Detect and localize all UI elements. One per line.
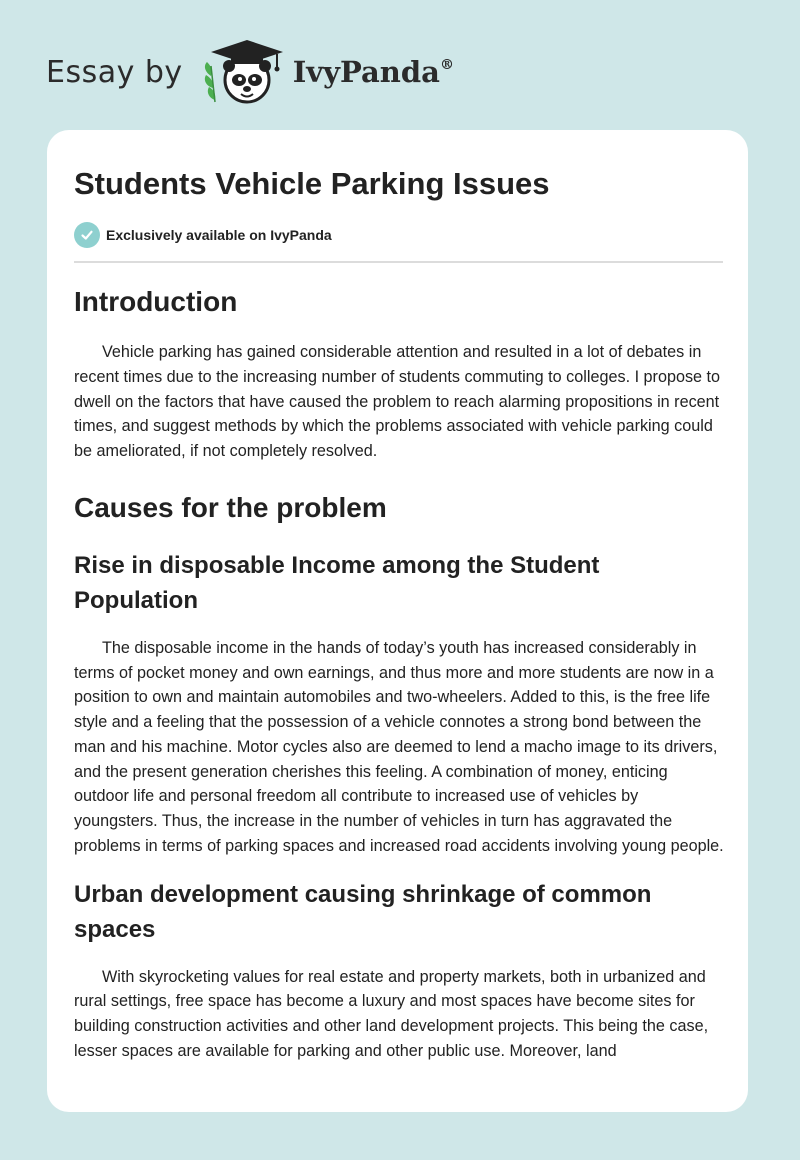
heading-disposable-income: Rise in disposable Income among the Student Population (74, 551, 600, 614)
checkmark-icon (74, 222, 100, 248)
article-body (74, 280, 724, 1064)
essay-card (47, 130, 748, 1112)
heading-urban-development: Urban development causing shrinkage of common spaces (74, 880, 652, 943)
heading-causes: Causes for the problem (74, 491, 387, 523)
title-divider (74, 261, 723, 263)
paragraph-disposable-income: The disposable income in the hands of today’s youth has increased considerably in terms of pocket money and own earnings, and thus more and more students are now in a position to own and maintain automobiles and two-wheelers. Added to this, is the free life style and a feeling that the possession of a vehicle connotes a strong bond between the man and his machine. Motor cycles also are deemed to lend a macho image to its drivers, and the present generation cherishes this feeling. A combination of money, enticing outdoor life and personal freedom all contribute to increased use of vehicles by youngsters. Thus, the increase in the number of vehicles in turn has aggravated the problems in terms of parking spaces and increased road accidents involving young people. (74, 638, 724, 855)
essay-by-label: Essay by (46, 54, 183, 90)
exclusive-badge (74, 222, 332, 248)
site-header (46, 36, 454, 108)
badge-label: Exclusively available on IvyPanda (106, 227, 332, 243)
brand-name[interactable]: IvyPanda® (292, 55, 454, 89)
paragraph-urban-development: With skyrocketing values for real estate and property markets, both in urbanized and rural settings, free space has become a luxury and most spaces have become sites for building construction activities and other land development projects. This being the case, lesser spaces are available for parking and other public use. Moreover, land (74, 967, 709, 1060)
page-title: Students Vehicle Parking Issues (74, 166, 550, 201)
panda-graduation-cap-icon[interactable] (197, 36, 287, 108)
paragraph-introduction: Vehicle parking has gained considerable attention and resulted in a lot of debates in recent times due to the increasing number of students commuting to colleges. I propose to dwell on the factors that have caused the problem to reach alarming propositions in recent times, and suggest methods by which the problems associated with vehicle parking could be ameliorated, if not completely resolved. (74, 343, 721, 460)
heading-introduction: Introduction (74, 286, 238, 317)
